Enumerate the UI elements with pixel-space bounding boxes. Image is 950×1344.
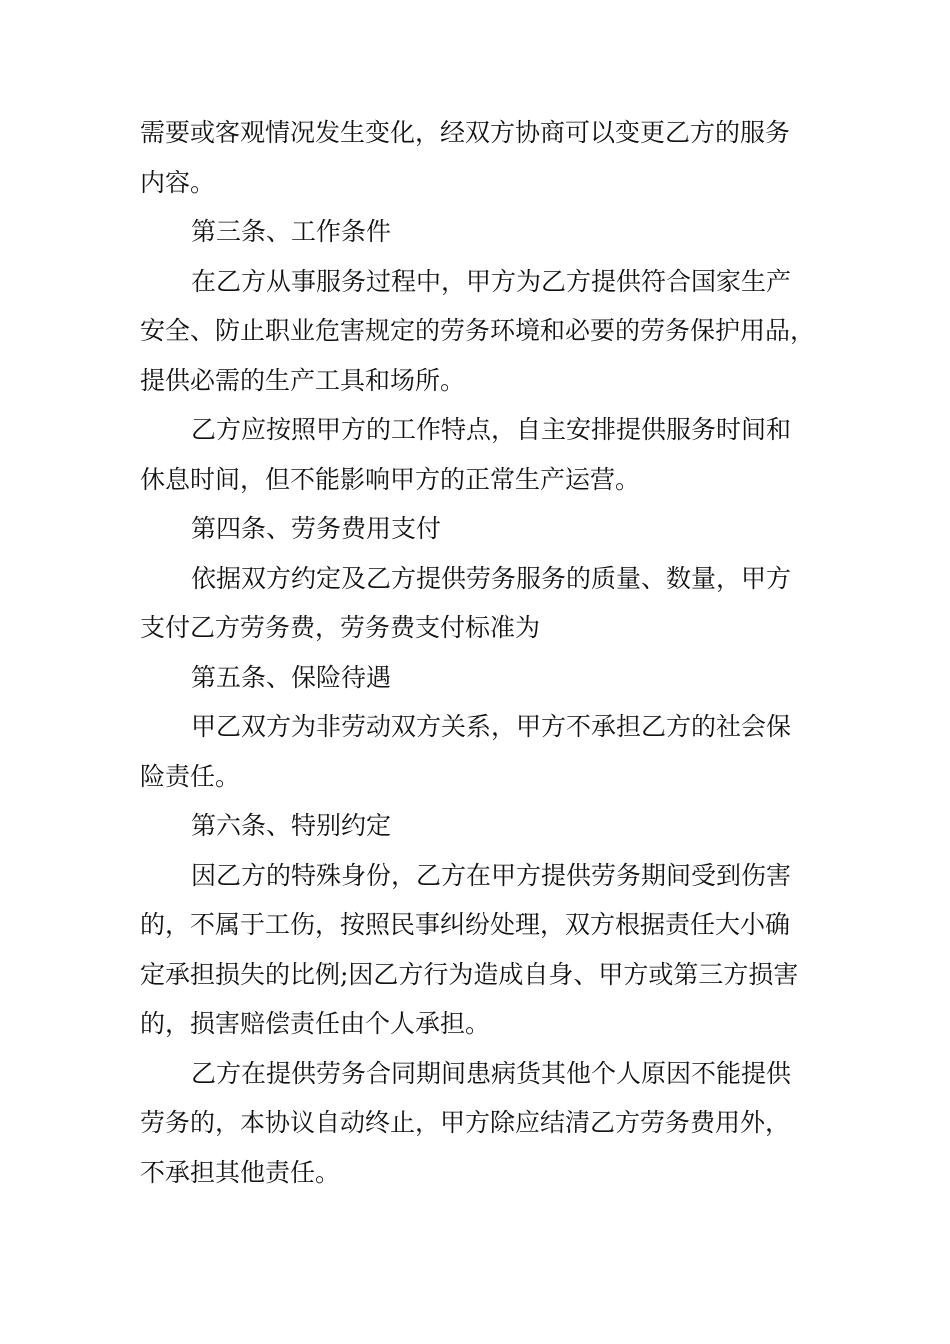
section-heading-article-6	[140, 801, 820, 851]
text-line: 乙方在提供劳务合同期间患病货其他个人原因不能提供	[191, 1058, 792, 1088]
text-line: 乙方应按照甲方的工作特点，自主安排提供服务时间和	[191, 415, 792, 444]
text-line: 需要或客观情况发生变化，经双方协商可以变更乙方的服务	[140, 118, 791, 147]
text-line: 甲乙双方为非劳动双方关系，甲方不承担乙方的社会保	[191, 712, 792, 741]
text-line: 内容。	[140, 167, 216, 197]
text-line: 的，损害赔偿责任由个人承担。	[140, 1009, 491, 1038]
text-line: 因乙方的特殊身份，乙方在甲方提供劳务期间受到伤害	[191, 860, 792, 890]
paragraph-work-conditions	[140, 257, 820, 406]
heading-text: 第五条、保险待遇	[191, 662, 392, 692]
document-body	[140, 108, 820, 1197]
text-line: 依据双方约定及乙方提供劳务服务的质量、数量，甲方	[191, 563, 792, 593]
text-line: 休息时间，但不能影响甲方的正常生产运营。	[140, 464, 641, 494]
text-line: 不承担其他责任。	[140, 1157, 341, 1187]
text-line: 在乙方从事服务过程中，甲方为乙方提供符合国家生产	[191, 266, 792, 296]
text-line: 险责任。	[140, 761, 241, 791]
section-heading-article-5	[140, 653, 820, 703]
paragraph-work-schedule	[140, 405, 820, 504]
text-line: 支付乙方劳务费，劳务费支付标准为	[140, 613, 541, 642]
paragraph-special-identity	[140, 851, 820, 1049]
text-line: 的，不属于工伤，按照民事纠纷处理，双方根据责任大小确	[140, 910, 791, 939]
text-line: 提供必需的生产工具和场所。	[140, 365, 466, 395]
text-line: 定承担损失的比例;因乙方行为造成自身、甲方或第三方损害	[140, 959, 799, 989]
paragraph-termination	[140, 1049, 820, 1198]
text-line: 劳务的，本协议自动终止，甲方除应结清乙方劳务费用外，	[140, 1108, 791, 1137]
paragraph-service-change	[140, 108, 820, 207]
heading-text: 第三条、工作条件	[191, 217, 392, 246]
paragraph-insurance	[140, 702, 820, 801]
text-line: 安全、防止职业危害规定的劳务环境和必要的劳务保护用品，	[140, 316, 816, 345]
section-heading-article-4	[140, 504, 820, 554]
heading-text: 第六条、特别约定	[191, 811, 392, 840]
heading-text: 第四条、劳务费用支付	[191, 514, 442, 543]
paragraph-fee-payment	[140, 554, 820, 653]
section-heading-article-3	[140, 207, 820, 257]
